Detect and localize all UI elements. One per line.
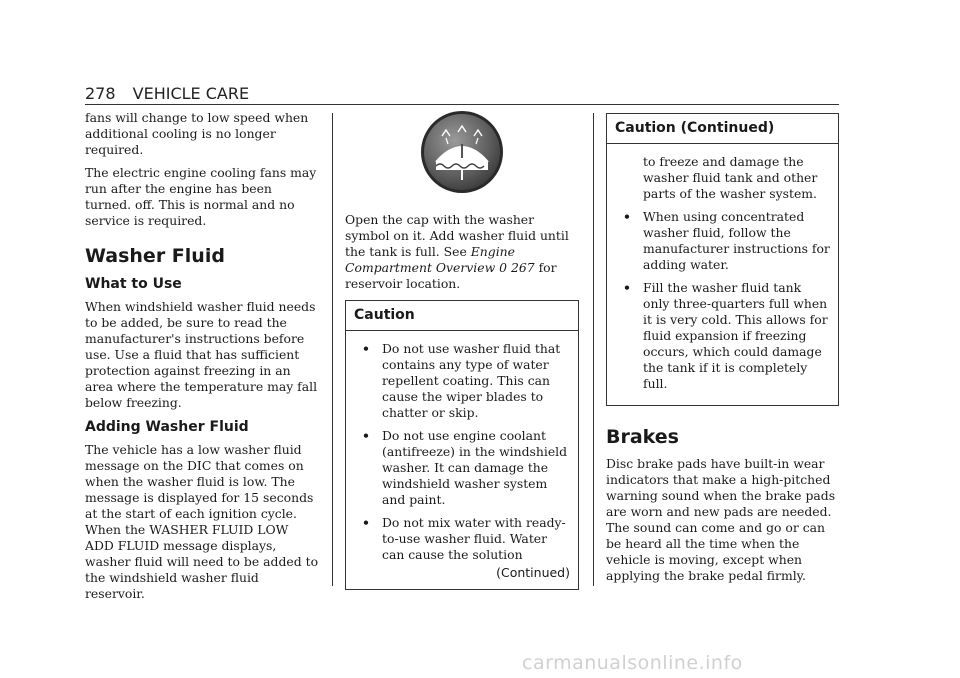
bullet-dot: • bbox=[623, 209, 631, 224]
header-divider bbox=[85, 104, 839, 105]
column-2 bbox=[345, 110, 579, 590]
caution-box bbox=[345, 300, 579, 590]
washer-fluid-symbol-icon bbox=[420, 110, 504, 194]
page-number: 278 bbox=[85, 84, 116, 103]
column-divider-1 bbox=[332, 113, 333, 586]
bullet-dot: • bbox=[362, 515, 370, 530]
paragraph-brakes: Disc brake pads have built-in wear indicators that make a high-pitched warning sound when the brake pads are worn and new pads are needed. The sound can come and go or can be heard all the time when the vehicle is moving, except when applying the brake pedal firmly. bbox=[606, 456, 836, 583]
section-title: VEHICLE CARE bbox=[132, 84, 250, 103]
caution-bullet bbox=[354, 428, 570, 508]
heading-adding-washer-fluid: Adding Washer Fluid bbox=[85, 419, 249, 435]
heading-brakes: Brakes bbox=[606, 426, 679, 448]
watermark: carmanualsonline.info bbox=[522, 652, 743, 674]
column-3 bbox=[606, 110, 839, 591]
washer-symbol-figure bbox=[345, 110, 579, 200]
bullet-dot: • bbox=[362, 341, 370, 356]
bullet-text: Do not use engine coolant (antifreeze) in the windshield washer. It can damage the windshield washer system and paint. bbox=[382, 428, 568, 507]
bullet-text: Do not mix water with ready-to-use washer fluid. Water can cause the solution bbox=[382, 515, 566, 562]
caution-continued-title: Caution (Continued) bbox=[607, 114, 838, 144]
bullet-dot: • bbox=[623, 280, 631, 295]
paragraph-cooling-fans: fans will change to low speed when additional cooling is no longer required. bbox=[85, 110, 309, 157]
paragraph-what-to-use: When windshield washer fluid needs to be added, be sure to read the manufacturer's instructions before use. Use a fluid that has sufficient protection against freezing in an area where the temperature may fall below freezing. bbox=[85, 299, 318, 410]
heading-washer-fluid: Washer Fluid bbox=[85, 245, 225, 267]
page-reference: 0 267 bbox=[499, 260, 535, 275]
column-1 bbox=[85, 110, 320, 609]
paragraph-electric-fans: The electric engine cooling fans may run after the engine has been turned. off. This is normal and no service is required. bbox=[85, 165, 317, 228]
caution-title: Caution bbox=[346, 301, 578, 331]
page-header bbox=[85, 84, 249, 103]
caution-bullet bbox=[354, 515, 570, 563]
bullet-text: Do not use washer fluid that contains any type of water repellent coating. This can cause the wiper blades to chatter or skip. bbox=[382, 341, 561, 420]
caution-bullet bbox=[615, 209, 830, 273]
caution-bullet bbox=[615, 280, 830, 392]
bullet-text: When using concentrated washer fluid, follow the manufacturer instructions for adding water. bbox=[643, 209, 830, 272]
bullet-text: Fill the washer fluid tank only three-quarters full when it is very cold. This allows for fluid expansion if freezing occurs, which could damage the tank if it is completely full. bbox=[643, 280, 828, 391]
column-divider-2 bbox=[593, 113, 594, 586]
paragraph-adding-washer-fluid: The vehicle has a low washer fluid message on the DIC that comes on when the washer fluid is low. The message is displayed for 15 seconds at the start of each ignition cycle. When the WASHER FLUID LOW ADD FLUID message displays, washer fluid will need to be added to the windshield washer fluid reservoir. bbox=[85, 442, 319, 601]
continued-label: (Continued) bbox=[496, 565, 570, 580]
caution-continued-body bbox=[607, 144, 838, 405]
caution-bullet bbox=[354, 341, 570, 421]
bullet-dot: • bbox=[362, 428, 370, 443]
paragraph-open-cap: Open the cap with the washer symbol on it. Add washer fluid until the tank is full. See Engine Compartment Overview 0 267 for reservoir location. bbox=[345, 212, 569, 291]
caution-continued-text: to freeze and damage the washer fluid tank and other parts of the washer system. bbox=[643, 154, 818, 201]
heading-what-to-use: What to Use bbox=[85, 276, 182, 292]
caution-continued-box bbox=[606, 113, 839, 406]
link-engine-compartment-overview[interactable]: Engine Compartment Overview bbox=[345, 244, 515, 275]
caution-body bbox=[346, 331, 578, 589]
